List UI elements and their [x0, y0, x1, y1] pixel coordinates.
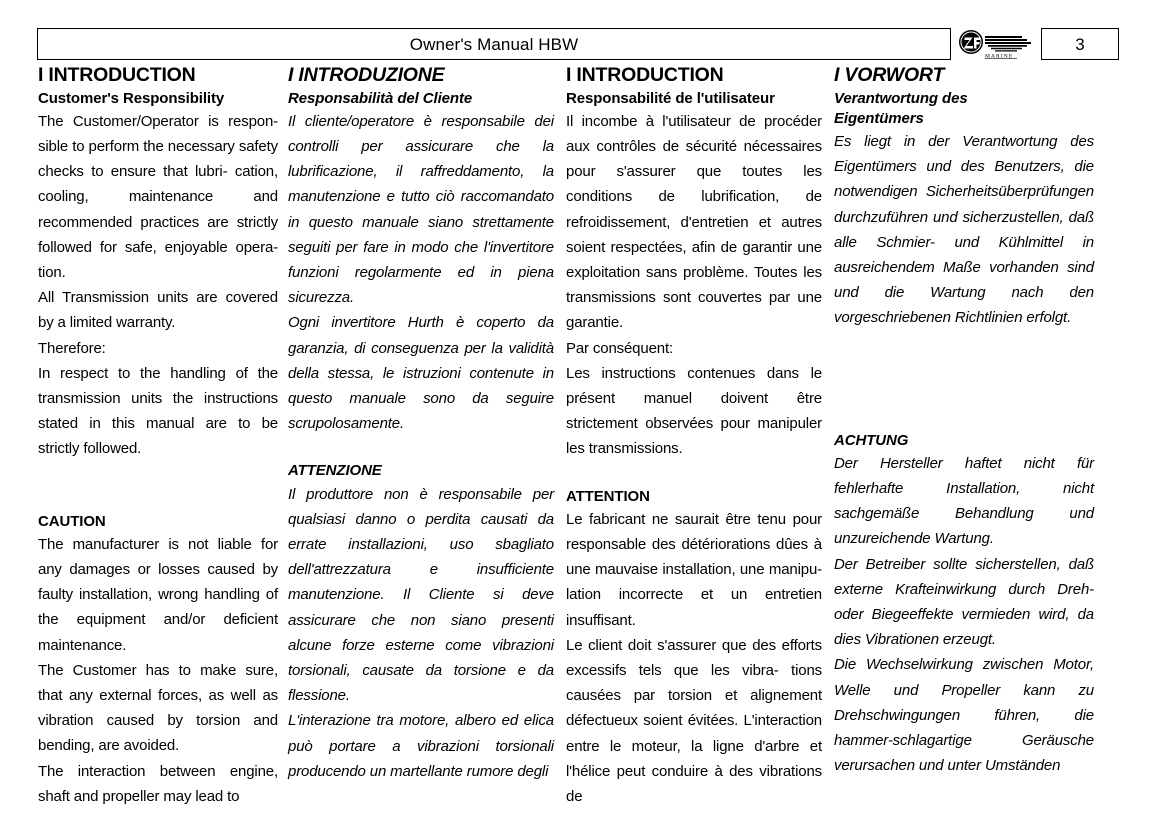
notice-heading-fr: ATTENTION — [566, 487, 650, 505]
section-heading-it: I INTRODUZIONE — [288, 64, 445, 86]
section-heading-en: I INTRODUCTION — [38, 64, 196, 86]
notice-heading-de: ACHTUNG — [834, 431, 909, 449]
paragraph-de-1: Es liegt in der Verantwortung des Eigentümers und des Benutzers, die notwendigen Sicherheitsüberprüfungen durchzuführen und sicherzustellen, daß alle Schmier- und Kühlmittel in ausreichendem Maße vorhanden sind und die Wartung nach den vorgeschriebenen Richtlinien erfolgt. — [834, 132, 1094, 327]
zf-marine-logo-icon — [958, 29, 1034, 59]
notice-paragraph-en-1: The manufacturer is not liable for any damages or losses caused by faulty installation, wrong handling of the equipment and/or deficient maintenance. — [38, 535, 278, 654]
zf-marine-logo — [958, 28, 1034, 60]
paragraph-it-1: Il cliente/operatore è responsabile dei controlli per assicurare che la lubrificazione, il raffreddamento, la manutenzione e tutto ciò raccomandato in questo manuale siano strettamente seguiti per fare in modo che l'invertitore funzioni regolarmente ed in piena sicurezza. — [288, 112, 554, 307]
section-subheading-de: Verantwortung des — [834, 89, 968, 107]
section-subheading-en: Customer's Responsibility — [38, 89, 225, 107]
page-header — [37, 28, 1119, 60]
section-subheading-fr: Responsabilité de l'utilisateur — [566, 89, 775, 107]
section-heading-de: I VORWORT — [834, 64, 945, 86]
paragraph-it-2: Ogni invertitore Hurth è coperto da garanzia, di conseguenza per la validità della stessa, le istruzioni contenute in questo manuale sono da seguire scrupolosamente. — [288, 314, 554, 433]
page-number: 3 — [1075, 34, 1085, 54]
notice-heading-it: ATTENZIONE — [288, 462, 382, 480]
paragraph-fr-3: Les instructions contenues dans le présent manuel doivent être strictement observées pour manipuler les transmissions. — [566, 364, 822, 458]
paragraph-en-2: All Transmission units are covered by a limited warranty. — [38, 289, 278, 332]
section-subheading-de-line2: Eigentümers — [834, 109, 924, 127]
notice-paragraph-de-1: Der Hersteller haftet nicht für fehlerhafte Installation, nicht sachgemäße Behandlung und unzureichende Wartung. — [834, 454, 1094, 548]
notice-paragraph-de-2: Der Betreiber sollte sicherstellen, daß externe Krafteinwirkung durch Dreh- oder Biegeeffekte vermieden wird, da dies Vibrationen erzeugt. — [834, 555, 1094, 649]
section-spacer-en — [38, 462, 278, 512]
notice-paragraph-en-2: The Customer has to make sure, that any external forces, as well as vibration caused by torsion and bending, are avoided. — [38, 661, 278, 755]
column-english — [0, 64, 288, 809]
manual-title-box — [37, 28, 951, 60]
section-subheading-it: Responsabilità del Cliente — [288, 89, 473, 107]
page-number-box — [1041, 28, 1119, 60]
notice-heading-en: CAUTION — [38, 512, 106, 530]
svg-text:MARINE: MARINE — [985, 53, 1014, 59]
content-columns — [0, 64, 1157, 809]
column-german — [834, 64, 1119, 809]
column-italian — [288, 64, 566, 809]
section-spacer-fr — [566, 462, 822, 487]
section-spacer-it — [288, 436, 554, 461]
notice-paragraph-en-3: The interaction between engine, shaft and propeller may lead to — [38, 762, 278, 805]
paragraph-en-4: In respect to the handling of the transmission units the instructions stated in this manual are to be strictly followed. — [38, 364, 278, 458]
notice-paragraph-it-2: L'interazione tra motore, albero ed elica può portare a vibrazioni torsionali producendo un martellante rumore degli — [288, 712, 554, 780]
notice-paragraph-fr-1: Le fabricant ne saurait être tenu pour responsable des détériorations dûes à une mauvaise installation, une manipu- lation incorrecte et un entretien insuffisant. — [566, 510, 822, 629]
column-french — [566, 64, 834, 809]
paragraph-fr-2: Par conséquent: — [566, 339, 673, 357]
paragraph-en-3: Therefore: — [38, 339, 106, 357]
notice-paragraph-fr-2: Le client doit s'assurer que des efforts excessifs tels que les vibra- tions causées par torsion et alignement défectueux soient évitées. L'interaction entre le moteur, la ligne d'arbre et l'hélice peut conduire à des vibrations de — [566, 636, 822, 806]
page-title: Owner's Manual HBW — [409, 34, 579, 54]
notice-paragraph-it-1: Il produttore non è responsabile per qualsiasi danno o perdita causati da errate installazioni, uso sbagliato dell'attrezzatura e insufficiente manutenzione. Il Cliente si deve assicurare che non siano presenti alcune forze esterne come vibrazioni torsionali, causate da torsione e da flessione. — [288, 485, 554, 705]
notice-paragraph-de-3: Die Wechselwirkung zwischen Motor, Welle und Propeller kann zu Drehschwingungen führen, die hammer-schlagartige Geräusche verursachen und unter Umständen — [834, 656, 1094, 775]
paragraph-en-1: The Customer/Operator is respon- sible to perform the necessary safety checks to ensure that lubri- cation, cooling, maintenance and recommended practices are strictly followed for safe, enjoyable opera- tion. — [38, 112, 278, 282]
paragraph-fr-1: Il incombe à l'utilisateur de procéder aux contrôles de sécurité nécessaires pour s'assurer que toutes les conditions de lubrification, de refroidissement, d'entretien et autres soient respectées, afin de garantir une exploitation sans problème. Toutes les transmissions sont couvertes par une garantie. — [566, 112, 822, 332]
section-heading-fr: I INTRODUCTION — [566, 64, 724, 86]
section-spacer-de — [834, 331, 1094, 431]
